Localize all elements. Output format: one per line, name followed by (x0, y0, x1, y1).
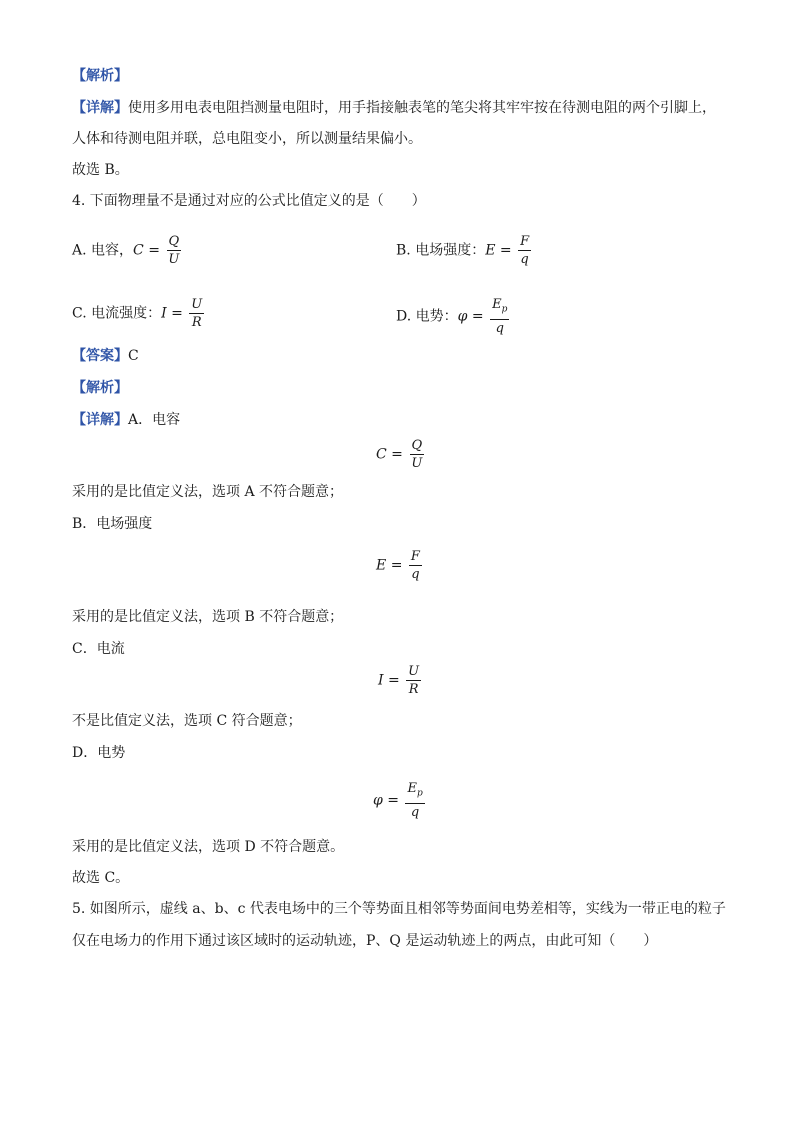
fraction-denominator: R (408, 682, 419, 697)
fraction-numerator-main: E (492, 297, 502, 312)
fraction-denominator: U (168, 252, 180, 267)
formula-potential (373, 781, 427, 820)
formula-lhs: φ (373, 792, 383, 809)
q4-option-b-lhs: E (485, 242, 496, 259)
q3-detail-text-1: 使用多用电表电阻挡测量电阻时，用手指接触表笔的笔尖将其牢牢按在待测电阻的两个引脚上， (128, 100, 716, 116)
q4-answer-value: C (128, 348, 139, 364)
q3-detail-line-2: 人体和待测电阻并联，总电阻变小，所以测量结果偏小。 (72, 131, 422, 147)
fraction-numerator: U (191, 297, 203, 312)
formula-lhs: E (376, 557, 387, 574)
fraction-numerator-subscript: p (416, 788, 423, 799)
formula-fraction (406, 664, 421, 697)
q4-option-c-fraction (189, 297, 204, 330)
q4-detail-a-text: 采用的是比值定义法，选项 A 不符合题意； (72, 484, 344, 500)
fraction-denominator: q (410, 804, 420, 820)
q4-option-a-lhs: C (133, 242, 144, 259)
equals-sign: = (471, 308, 484, 325)
formula-field-strength (376, 549, 424, 582)
q4-stem: 4. 下面物理量不是通过对应的公式比值定义的是（ ） (72, 193, 426, 209)
q4-option-c (72, 297, 206, 330)
q3-analysis-tag: 【解析】 (72, 68, 128, 84)
formula-capacitance (376, 438, 426, 471)
fraction-numerator (490, 297, 509, 320)
q4-answer-tag: 【答案】 (72, 348, 128, 364)
q5-stem-line-2: 仅在电场力的作用下通过该区域时的运动轨迹，P、Q 是运动轨迹上的两点，由此可知（ ） (72, 933, 658, 949)
fraction-denominator: q (520, 252, 529, 267)
fraction-numerator: F (410, 549, 420, 564)
q4-analysis-tag: 【解析】 (72, 380, 128, 396)
equals-sign: = (387, 672, 400, 689)
formula-lhs: I (378, 672, 384, 689)
equals-sign: = (391, 446, 403, 463)
equals-sign: = (387, 792, 399, 809)
q3-conclusion: 故选 B。 (72, 162, 129, 178)
q4-conclusion: 故选 C。 (72, 870, 130, 886)
fraction-denominator: q (495, 320, 504, 336)
fraction-numerator-subscript: p (501, 304, 508, 315)
formula-fraction (409, 549, 422, 582)
q3-analysis-label (72, 66, 128, 86)
q3-detail-tag: 【详解】 (72, 100, 128, 116)
q4-option-d (396, 297, 511, 336)
fraction-denominator: U (411, 456, 423, 471)
q4-detail-a-head (72, 410, 180, 430)
fraction-denominator: q (411, 567, 420, 582)
q4-detail-tag: 【详解】 (72, 412, 128, 428)
fraction-numerator-main: E (407, 781, 417, 796)
q4-option-d-lhs: φ (457, 308, 468, 325)
q4-option-b (396, 234, 533, 267)
q4-detail-d-head: D．电势 (72, 745, 126, 761)
q4-answer (72, 346, 139, 366)
formula-lhs: C (376, 446, 387, 463)
q4-option-c-prefix: C. 电流强度： (72, 305, 162, 322)
q4-detail-b-head: B．电场强度 (72, 516, 153, 532)
q4-option-d-fraction (490, 297, 509, 336)
formula-fraction (409, 438, 424, 471)
q4-detail-a-title: A．电容 (128, 412, 181, 428)
fraction-numerator: Q (168, 234, 180, 249)
q4-option-b-fraction (518, 234, 531, 267)
q4-option-d-prefix: D. 电势： (396, 308, 458, 325)
equals-sign: = (148, 242, 160, 259)
q4-option-a-fraction (166, 234, 181, 267)
q4-detail-b-text: 采用的是比值定义法，选项 B 不符合题意； (72, 609, 344, 625)
q4-option-a (72, 234, 183, 267)
q4-option-c-lhs: I (161, 305, 167, 322)
q4-analysis-label (72, 378, 128, 398)
fraction-numerator: U (408, 664, 420, 679)
q4-detail-c-text: 不是比值定义法，选项 C 符合题意； (72, 713, 302, 729)
q5-stem-line-1: 5. 如图所示，虚线 a、b、c 代表电场中的三个等势面且相邻等势面间电势差相等，实线为一带正电的粒子 (72, 901, 726, 917)
formula-current (378, 664, 423, 697)
q4-option-a-prefix: A. 电容， (72, 242, 134, 259)
fraction-denominator: R (191, 315, 202, 330)
formula-fraction (405, 781, 424, 820)
equals-sign: = (171, 305, 183, 322)
equals-sign: = (499, 242, 512, 259)
q4-detail-d-text: 采用的是比值定义法，选项 D 不符合题意。 (72, 839, 345, 855)
fraction-numerator: Q (411, 438, 423, 453)
fraction-numerator (405, 781, 424, 804)
q3-detail-line-1 (72, 98, 716, 118)
equals-sign: = (390, 557, 403, 574)
q4-option-b-prefix: B. 电场强度： (396, 242, 486, 259)
fraction-numerator: F (520, 234, 530, 249)
q4-detail-c-head: C．电流 (72, 641, 125, 657)
